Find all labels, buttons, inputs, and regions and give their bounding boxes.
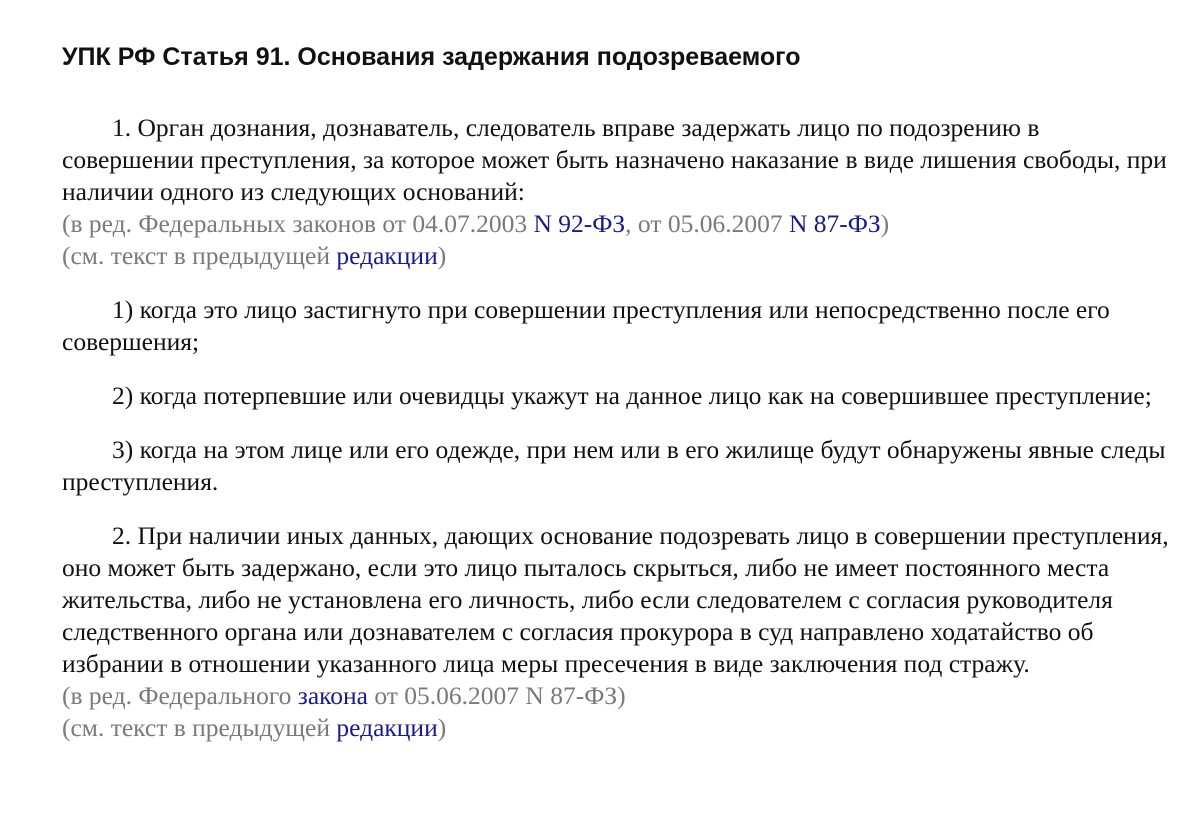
amendment-note-1-mid: , от 05.06.2007 (625, 209, 789, 238)
previous-edition-note-1-end: ) (437, 241, 447, 270)
previous-edition-note-1 (62, 240, 1172, 272)
amendment-note-2-prefix: (в ред. Федерального (62, 681, 298, 710)
previous-edition-note-1-prefix: (см. текст в предыдущей (62, 241, 337, 270)
previous-edition-note-2 (62, 712, 1172, 744)
previous-edition-note-2-prefix: (см. текст в предыдущей (62, 713, 337, 742)
amendment-note-2 (62, 680, 1172, 712)
amendment-note-1-prefix: (в ред. Федеральных законов от 04.07.2003 (62, 209, 534, 238)
amendment-note-1-end: ) (880, 209, 890, 238)
spacer (62, 498, 1172, 520)
amendment-note-2-end: от 05.06.2007 N 87-ФЗ) (367, 681, 626, 710)
article-body (62, 112, 1172, 744)
page-title: УПК РФ Статья 91. Основания задержания подозреваемого (62, 43, 801, 71)
previous-edition-link-2[interactable]: редакции (336, 713, 438, 742)
law-link[interactable]: закона (297, 681, 368, 710)
law-link-92-fz[interactable]: N 92-ФЗ (533, 209, 626, 238)
previous-edition-link-1[interactable]: редакции (336, 241, 438, 270)
amendment-note-1 (62, 208, 1172, 240)
paragraph-1: 1. Орган дознания, дознаватель, следователь вправе задержать лицо по подозрению в совершении преступления, за которое может быть назначено наказание в виде лишения свободы, при наличии одного из следующих оснований: (62, 113, 1167, 206)
spacer (62, 272, 1172, 294)
list-item-2: 2) когда потерпевшие или очевидцы укажут на данное лицо как на совершившее преступление; (112, 381, 1152, 410)
law-link-87-fz[interactable]: N 87-ФЗ (788, 209, 881, 238)
spacer (62, 358, 1172, 380)
list-item-3: 3) когда на этом лице или его одежде, при нем или в его жилище будут обнаружены явные следы преступления. (62, 435, 1166, 496)
paragraph-2: 2. При наличии иных данных, дающих основание подозревать лицо в совершении преступления, оно может быть задержано, если это лицо пыталось скрыться, либо не имеет постоянного места жительства, либо не установлена его личность, либо если следователем с согласия руководителя следственного органа или дознавателем с согласия прокурора в суд направлено ходатайство об избрании в отношении указанного лица меры пресечения в виде заключения под стражу. (62, 521, 1169, 678)
spacer (62, 412, 1172, 434)
list-item-1: 1) когда это лицо застигнуто при совершении преступления или непосредственно после его совершения; (62, 295, 1110, 356)
previous-edition-note-2-end: ) (437, 713, 447, 742)
